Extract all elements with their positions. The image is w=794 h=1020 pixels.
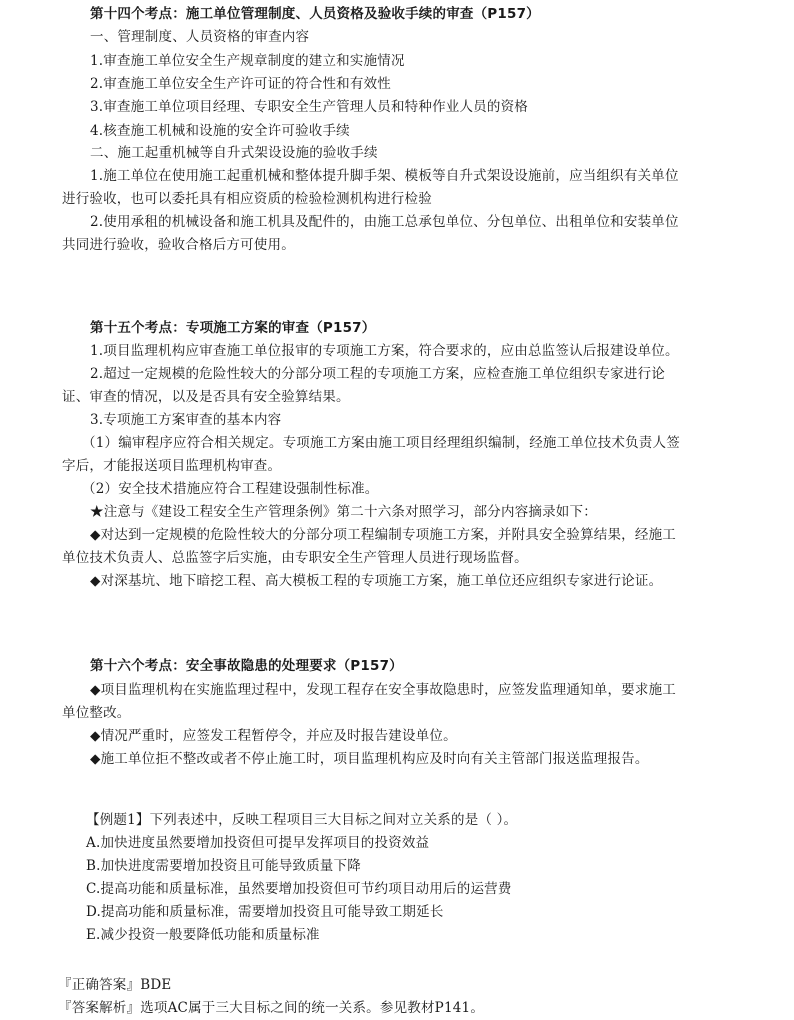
section14-paragraph-2-line-1: 2.使用承租的机械设备和施工机具及配件的，由施工总承包单位、分包单位、出租单位和安装单位 [90,214,679,230]
example-option-b: B.加快进度需要增加投资且可能导致质量下降 [86,858,361,874]
section14-paragraph-1-line-1: 1.施工单位在使用施工起重机械和整体提升脚手架、模板等自升式架设设施前，应当组织有关单位 [90,168,679,184]
section15-line-6: ★注意与《建设工程安全生产管理条例》第二十六条对照学习，部分内容摘录如下： [90,504,597,520]
section16-line-1b: 单位整改。 [62,705,131,721]
section14-heading: 第十四个考点：施工单位管理制度、人员资格及验收手续的审查（P157） [90,6,540,22]
section15-line-1: 1.项目监理机构应审查施工单位报审的专项施工方案，符合要求的，应由总监签认后报建设单位。 [90,343,679,359]
section14-item-4: 4.核查施工机械和设施的安全许可验收手续 [90,123,350,139]
example-analysis: 『答案解析』选项AC属于三大目标之间的统一关系。参见教材P141。 [58,1000,485,1016]
section14-paragraph-1-line-2: 进行验收，也可以委托具有相应资质的检验检测机构进行检验 [62,191,432,207]
section14-item-1: 1.审查施工单位安全生产规章制度的建立和实施情况 [90,53,405,69]
example-option-c: C.提高功能和质量标准，虽然要增加投资但可节约项目动用后的运营费 [86,881,512,897]
section14-paragraph-2-line-2: 共同进行验收，验收合格后方可使用。 [62,237,295,253]
section14-item-3: 3.审查施工单位项目经理、专职安全生产管理人员和特种作业人员的资格 [90,99,528,115]
section15-line-4a: （1）编审程序应符合相关规定。专项施工方案由施工项目经理组织编制，经施工单位技术负责人签 [82,435,680,451]
example-question: 【例题1】下列表述中，反映工程项目三大目标之间对立关系的是（ ）。 [86,812,518,828]
section15-heading: 第十五个考点：专项施工方案的审查（P157） [90,320,376,336]
section16-line-2: ◆情况严重时，应签发工程暂停令，并应及时报告建设单位。 [90,728,457,744]
section14-item-2: 2.审查施工单位安全生产许可证的符合性和有效性 [90,76,391,92]
example-option-d: D.提高功能和质量标准，需要增加投资且可能导致工期延长 [86,904,444,920]
example-answer: 『正确答案』BDE [58,977,172,993]
section15-line-3: 3.专项施工方案审查的基本内容 [90,412,282,428]
section15-line-7b: 单位技术负责人、总监签字后实施，由专职安全生产管理人员进行现场监督。 [62,550,528,566]
example-option-e: E.减少投资一般要降低功能和质量标准 [86,927,320,943]
section15-line-5: （2）安全技术措施应符合工程建设强制性标准。 [82,481,379,497]
section15-line-2a: 2.超过一定规模的危险性较大的分部分项工程的专项施工方案，应检查施工单位组织专家进行论 [90,366,665,382]
section16-line-1a: ◆项目监理机构在实施监理过程中，发现工程存在安全事故隐患时，应签发监理通知单，要求施工 [90,682,676,698]
section15-line-8: ◆对深基坑、地下暗挖工程、高大模板工程的专项施工方案，施工单位还应组织专家进行论证。 [90,573,663,589]
section16-line-3: ◆施工单位拒不整改或者不停止施工时，项目监理机构应及时向有关主管部门报送监理报告。 [90,751,649,767]
example-option-a: A.加快进度虽然要增加投资但可提早发挥项目的投资效益 [86,835,430,851]
section15-line-7a: ◆对达到一定规模的危险性较大的分部分项工程编制专项施工方案，并附具安全验算结果，经施工 [90,527,676,543]
section16-heading: 第十六个考点：安全事故隐患的处理要求（P157） [90,658,403,674]
section15-line-4b: 字后，才能报送项目监理机构审查。 [62,458,282,474]
section14-subheading-2: 二、施工起重机械等自升式架设设施的验收手续 [90,145,378,161]
section15-line-2b: 证、审查的情况，以及是否具有安全验算结果。 [62,389,350,405]
section14-subheading-1: 一、管理制度、人员资格的审查内容 [90,29,310,45]
